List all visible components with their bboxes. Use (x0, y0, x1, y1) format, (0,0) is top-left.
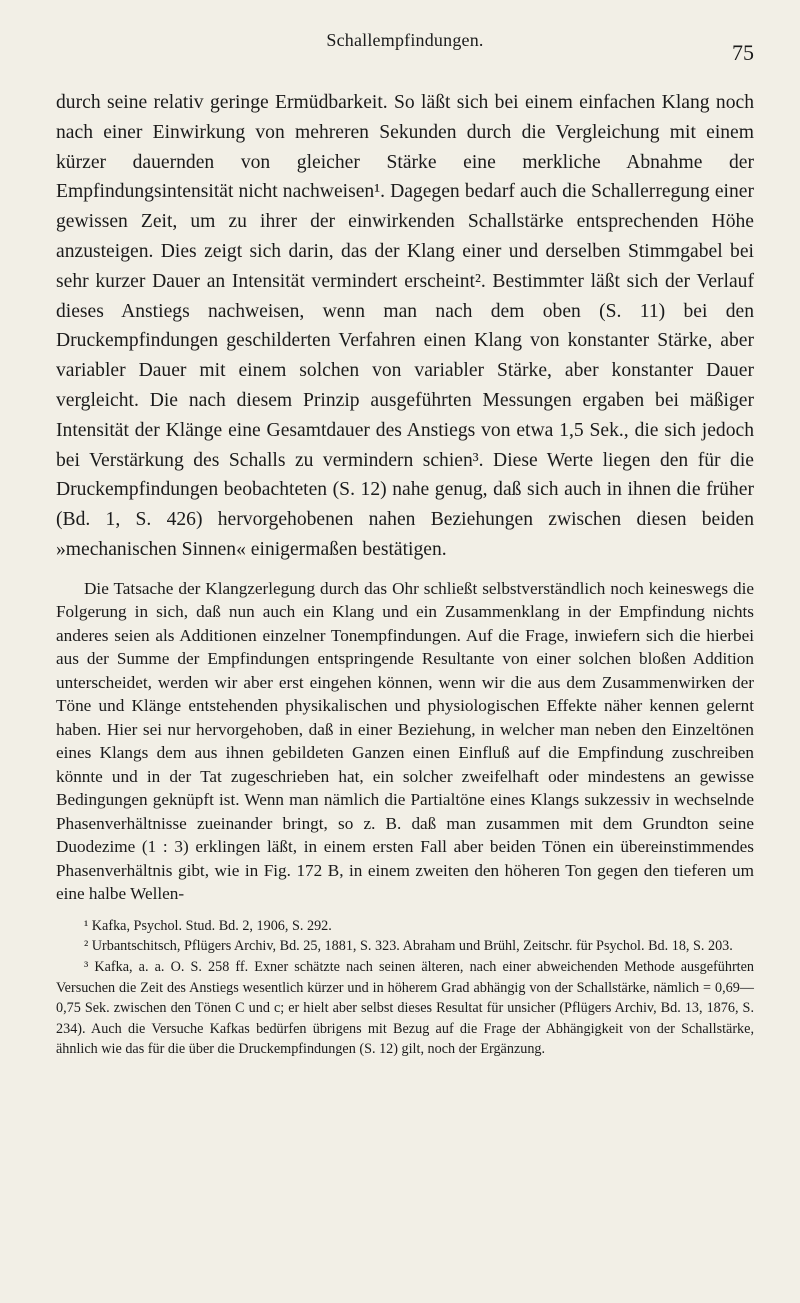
footnote-2: ² Urbantschitsch, Pflügers Archiv, Bd. 25, 1881, S. 323. Abraham und Brühl, Zeitschr. für Psychol. Bd. 18, S. 203. (84, 938, 733, 955)
footnotes (56, 916, 754, 1060)
footnote-1: ¹ Kafka, Psychol. Stud. Bd. 2, 1906, S. 292. (84, 917, 332, 934)
page-body (56, 88, 754, 1060)
small-paragraph: Die Tatsache der Klangzerlegung durch das Ohr schließt selbstverständlich noch keineswegs die Folgerung in sich, daß nun auch ein Klang und ein Zusammenklang in der Empfindung nichts anderes seien als Additionen einzelner Tonempfindungen. Auf die Frage, inwiefern sich die hierbei aus der Summe der Empfindungen entspringende Resultante von einer solchen bloßen Addition unterscheidet, werden wir aber erst eingehen können, wenn wir die aus dem Zusammenwirken der Töne und Klänge entstehenden physikalischen und physiologischen Effekte näher kennen gelernt haben. Hier sei nur hervorgehoben, daß in einer Beziehung, in welcher man neben den Einzeltönen eines Klangs dem aus ihnen gebildeten Ganzen einen Einfluß auf die Empfindung zuschreiben könnte und in der Tat zugeschrieben hat, ein solcher zweifelhaft oder mindestens an gewisse Bedingungen geknüpft ist. Wenn man nämlich die Partialtöne eines Klangs sukzessiv in wechselnde Phasenverhältnisse zueinander bringt, so z. B. daß man zusammen mit dem Grundton seine Duodezime (1 : 3) erklingen läßt, in einem ersten Fall aber beiden Tönen ein übereinstimmendes Phasenverhältnis gibt, wie in Fig. 172 B, in einem zweiten den höheren Ton gegen den tieferen um eine halbe Wellen- (56, 578, 754, 904)
footnote-3: ³ Kafka, a. a. O. S. 258 ff. Exner schätzte nach seinen älteren, nach einer abweichenden Methode ausgeführten Versuchen die Zeit des Anstiegs wesentlich kürzer und in höherem Grad abhängig von der Schallstärke, nämlich = 0,69—0,75 Sek. zwischen den Tönen C und c; er hielt aber selbst dieses Resultat für unsicher (Pflügers Archiv, Bd. 13, 1876, S. 234). Auch die Versuche Kafkas bedürfen übrigens mit Bezug auf die Frage der Abhängigkeit von der Schallstärke, ähnlich wie das für die über die Druckempfindungen (S. 12) gilt, noch der Ergänzung. (56, 958, 754, 1058)
running-title: Schallempfindungen. (326, 30, 484, 50)
page-number: 75 (732, 40, 754, 65)
running-head (56, 30, 754, 64)
main-paragraph: durch seine relativ geringe Ermüdbarkeit. So läßt sich bei einem einfachen Klang noch nach einer Einwirkung von mehreren Sekunden durch die Vergleichung mit einem kürzer dauernden von gleicher Stärke eine merkliche Abnahme der Empfindungsintensität nicht nachweisen¹. Dagegen bedarf auch die Schallerregung einer gewissen Zeit, um zu ihrer der einwirkenden Schallstärke entsprechenden Höhe anzusteigen. Dies zeigt sich darin, das der Klang einer und derselben Stimmgabel bei sehr kurzer Dauer an Intensität vermindert erscheint². Bestimmter läßt sich der Verlauf dieses Anstiegs nachweisen, wenn man nach dem oben (S. 11) bei den Druckempfindungen geschilderten Verfahren einen Klang von konstanter Stärke, aber variabler Dauer mit einem solchen von variabler Stärke, aber konstanter Dauer vergleicht. Die nach diesem Prinzip ausgeführten Messungen ergaben bei mäßiger Intensität der Klänge eine Gesamtdauer des Anstiegs von etwa 1,5 Sek., die sich jedoch bei Verstärkung des Schalls zu vermindern schien³. Diese Werte liegen den für die Druckempfindungen beobachteten (S. 12) nahe genug, daß sich auch in ihnen die früher (Bd. 1, S. 426) hervorgehobenen nahen Beziehungen zwischen diesen beiden »mechanischen Sinnen« einigermaßen bestätigen. (56, 92, 754, 560)
